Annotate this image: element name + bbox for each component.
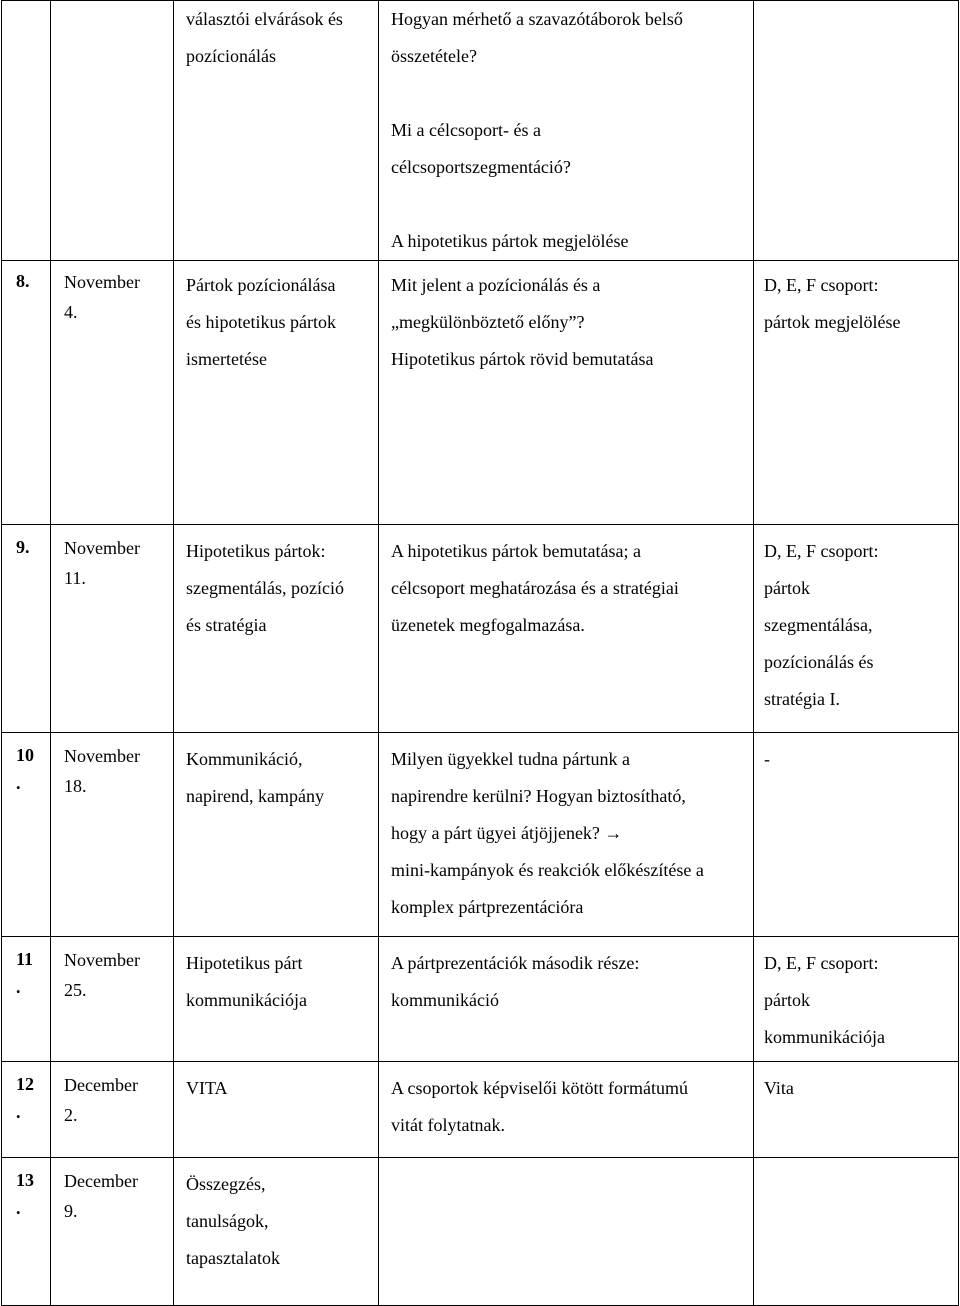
session-date-cell bbox=[51, 1158, 174, 1306]
session-topic-cell bbox=[174, 525, 379, 733]
session-questions-line: A hipotetikus pártok bemutatása; a bbox=[391, 541, 641, 561]
session-number-cell bbox=[2, 261, 51, 525]
session-questions-line: Hipotetikus pártok rövid bemutatása bbox=[391, 349, 654, 369]
table-row bbox=[2, 261, 959, 525]
session-topic-line: és hipotetikus pártok bbox=[186, 312, 336, 332]
session-questions-line: napirendre kerülni? Hogyan biztosítható, bbox=[391, 786, 686, 806]
session-topic-line: kommunikációja bbox=[186, 990, 307, 1010]
group-task-line: kommunikációja bbox=[764, 1027, 885, 1047]
session-date-line: 18. bbox=[64, 776, 87, 796]
session-topic-line: Hipotetikus párt bbox=[186, 953, 303, 973]
session-date-line: December bbox=[64, 1171, 138, 1191]
session-topic-line: tanulságok, bbox=[186, 1211, 269, 1231]
session-topic-line: Összegzés, bbox=[186, 1174, 266, 1194]
session-questions-line: A csoportok képviselői kötött formátumú bbox=[391, 1078, 688, 1098]
session-date-cell bbox=[51, 525, 174, 733]
session-topic-cell bbox=[174, 937, 379, 1062]
session-date-line: 2. bbox=[64, 1105, 78, 1125]
session-number-line: . bbox=[16, 1102, 21, 1122]
session-questions-cell bbox=[379, 1158, 754, 1306]
session-questions-line: komplex pártprezentációra bbox=[391, 897, 584, 917]
session-questions-cell bbox=[379, 525, 754, 733]
group-task-line: Vita bbox=[764, 1078, 794, 1098]
session-questions-cell bbox=[379, 261, 754, 525]
session-number-line: 11 bbox=[16, 949, 34, 969]
session-date-line: November bbox=[64, 746, 140, 766]
session-number-line: . bbox=[16, 977, 21, 997]
session-topic-line: szegmentálás, pozíció bbox=[186, 578, 344, 598]
session-topic-cell bbox=[174, 261, 379, 525]
session-number-line: 13 bbox=[16, 1170, 34, 1190]
session-topic-line: napirend, kampány bbox=[186, 786, 324, 806]
session-date-line: November bbox=[64, 538, 140, 558]
session-number-line: 8. bbox=[16, 271, 30, 291]
session-number-line: . bbox=[16, 1198, 21, 1218]
group-task-cell bbox=[754, 1062, 959, 1158]
group-task-cell bbox=[754, 1, 959, 261]
group-task-line: pozícionálás és bbox=[764, 652, 874, 672]
session-topic-cell bbox=[174, 1158, 379, 1306]
session-date-line: 4. bbox=[64, 302, 78, 322]
session-questions-line: mini-kampányok és reakciók előkészítése a bbox=[391, 860, 704, 880]
session-questions-line: „megkülönböztető előny”? bbox=[391, 312, 585, 332]
session-questions-line: A hipotetikus pártok megjelölése bbox=[391, 231, 629, 251]
session-date-line: 9. bbox=[64, 1201, 78, 1221]
group-task-line bbox=[764, 1, 952, 38]
session-questions-line: vitát folytatnak. bbox=[391, 1115, 505, 1135]
session-topic-line: Kommunikáció, bbox=[186, 749, 303, 769]
session-number-line: 9. bbox=[16, 537, 30, 557]
session-questions-line: A pártprezentációk második része: bbox=[391, 953, 640, 973]
session-topic-cell bbox=[174, 733, 379, 937]
table-row bbox=[2, 1062, 959, 1158]
group-task-line: stratégia I. bbox=[764, 689, 840, 709]
session-questions-cell bbox=[379, 1062, 754, 1158]
session-topic-line: ismertetése bbox=[186, 349, 267, 369]
session-topic-line: VITA bbox=[186, 1078, 228, 1098]
session-number-cell bbox=[2, 1158, 51, 1306]
session-date-line bbox=[64, 31, 169, 61]
session-questions-line: Mi a célcsoport- és a bbox=[391, 120, 541, 140]
session-questions-line: üzenetek megfogalmazása. bbox=[391, 615, 585, 635]
session-questions-cell bbox=[379, 733, 754, 937]
session-questions-line: Milyen ügyekkel tudna pártunk a bbox=[391, 749, 630, 769]
group-task-line bbox=[764, 1166, 952, 1203]
session-number-cell bbox=[2, 1062, 51, 1158]
session-questions-line: Hogyan mérhető a szavazótáborok belső bbox=[391, 9, 683, 29]
session-topic-line: választói elvárások és bbox=[186, 9, 343, 29]
session-questions-line bbox=[391, 75, 747, 112]
session-number-line bbox=[16, 1, 46, 29]
table-row bbox=[2, 1158, 959, 1306]
table-row bbox=[2, 1, 959, 261]
session-date-line: 11. bbox=[64, 568, 86, 588]
group-task-cell bbox=[754, 733, 959, 937]
session-topic-cell bbox=[174, 1062, 379, 1158]
session-questions-line: célcsoport meghatározása és a stratégiai bbox=[391, 578, 679, 598]
session-date-line: November bbox=[64, 950, 140, 970]
group-task-line: szegmentálása, bbox=[764, 615, 873, 635]
group-task-cell bbox=[754, 525, 959, 733]
table-row bbox=[2, 937, 959, 1062]
session-number-line: 12 bbox=[16, 1074, 34, 1094]
session-topic-line: Hipotetikus pártok: bbox=[186, 541, 326, 561]
session-topic-line: pozícionálás bbox=[186, 46, 276, 66]
group-task-line: pártok megjelölése bbox=[764, 312, 901, 332]
session-questions-line bbox=[391, 1166, 747, 1203]
session-number-cell bbox=[2, 525, 51, 733]
session-number-line: 10 bbox=[16, 745, 34, 765]
session-topic-cell bbox=[174, 1, 379, 261]
session-questions-line: célcsoportszegmentáció? bbox=[391, 157, 571, 177]
group-task-cell bbox=[754, 937, 959, 1062]
session-questions-line bbox=[391, 186, 747, 223]
session-questions-line: összetétele? bbox=[391, 46, 477, 66]
group-task-line: pártok bbox=[764, 990, 810, 1010]
group-task-line: - bbox=[764, 749, 770, 769]
group-task-cell bbox=[754, 1158, 959, 1306]
group-task-line: D, E, F csoport: bbox=[764, 953, 879, 973]
session-date-cell bbox=[51, 937, 174, 1062]
session-questions-cell bbox=[379, 937, 754, 1062]
session-date-cell bbox=[51, 1, 174, 261]
session-topic-line: tapasztalatok bbox=[186, 1248, 280, 1268]
table-row bbox=[2, 733, 959, 937]
session-number-line: . bbox=[16, 773, 21, 793]
session-topic-line: és stratégia bbox=[186, 615, 267, 635]
session-number-cell bbox=[2, 1, 51, 261]
session-questions-cell bbox=[379, 1, 754, 261]
schedule-table bbox=[1, 0, 959, 1306]
group-task-cell bbox=[754, 261, 959, 525]
session-questions-line: kommunikáció bbox=[391, 990, 499, 1010]
table-row bbox=[2, 525, 959, 733]
session-number-cell bbox=[2, 733, 51, 937]
session-topic-line: Pártok pozícionálása bbox=[186, 275, 336, 295]
group-task-line: D, E, F csoport: bbox=[764, 541, 879, 561]
session-date-line: 25. bbox=[64, 980, 87, 1000]
session-number-cell bbox=[2, 937, 51, 1062]
group-task-line: pártok bbox=[764, 578, 810, 598]
session-date-cell bbox=[51, 733, 174, 937]
session-date-cell bbox=[51, 261, 174, 525]
session-questions-line: hogy a párt ügyei átjöjjenek? → bbox=[391, 823, 623, 843]
session-date-line: November bbox=[64, 272, 140, 292]
session-date-line bbox=[64, 1, 169, 31]
session-number-line bbox=[16, 29, 46, 57]
session-questions-line: Mit jelent a pozícionálás és a bbox=[391, 275, 601, 295]
session-date-line: December bbox=[64, 1075, 138, 1095]
group-task-line: D, E, F csoport: bbox=[764, 275, 879, 295]
session-date-cell bbox=[51, 1062, 174, 1158]
